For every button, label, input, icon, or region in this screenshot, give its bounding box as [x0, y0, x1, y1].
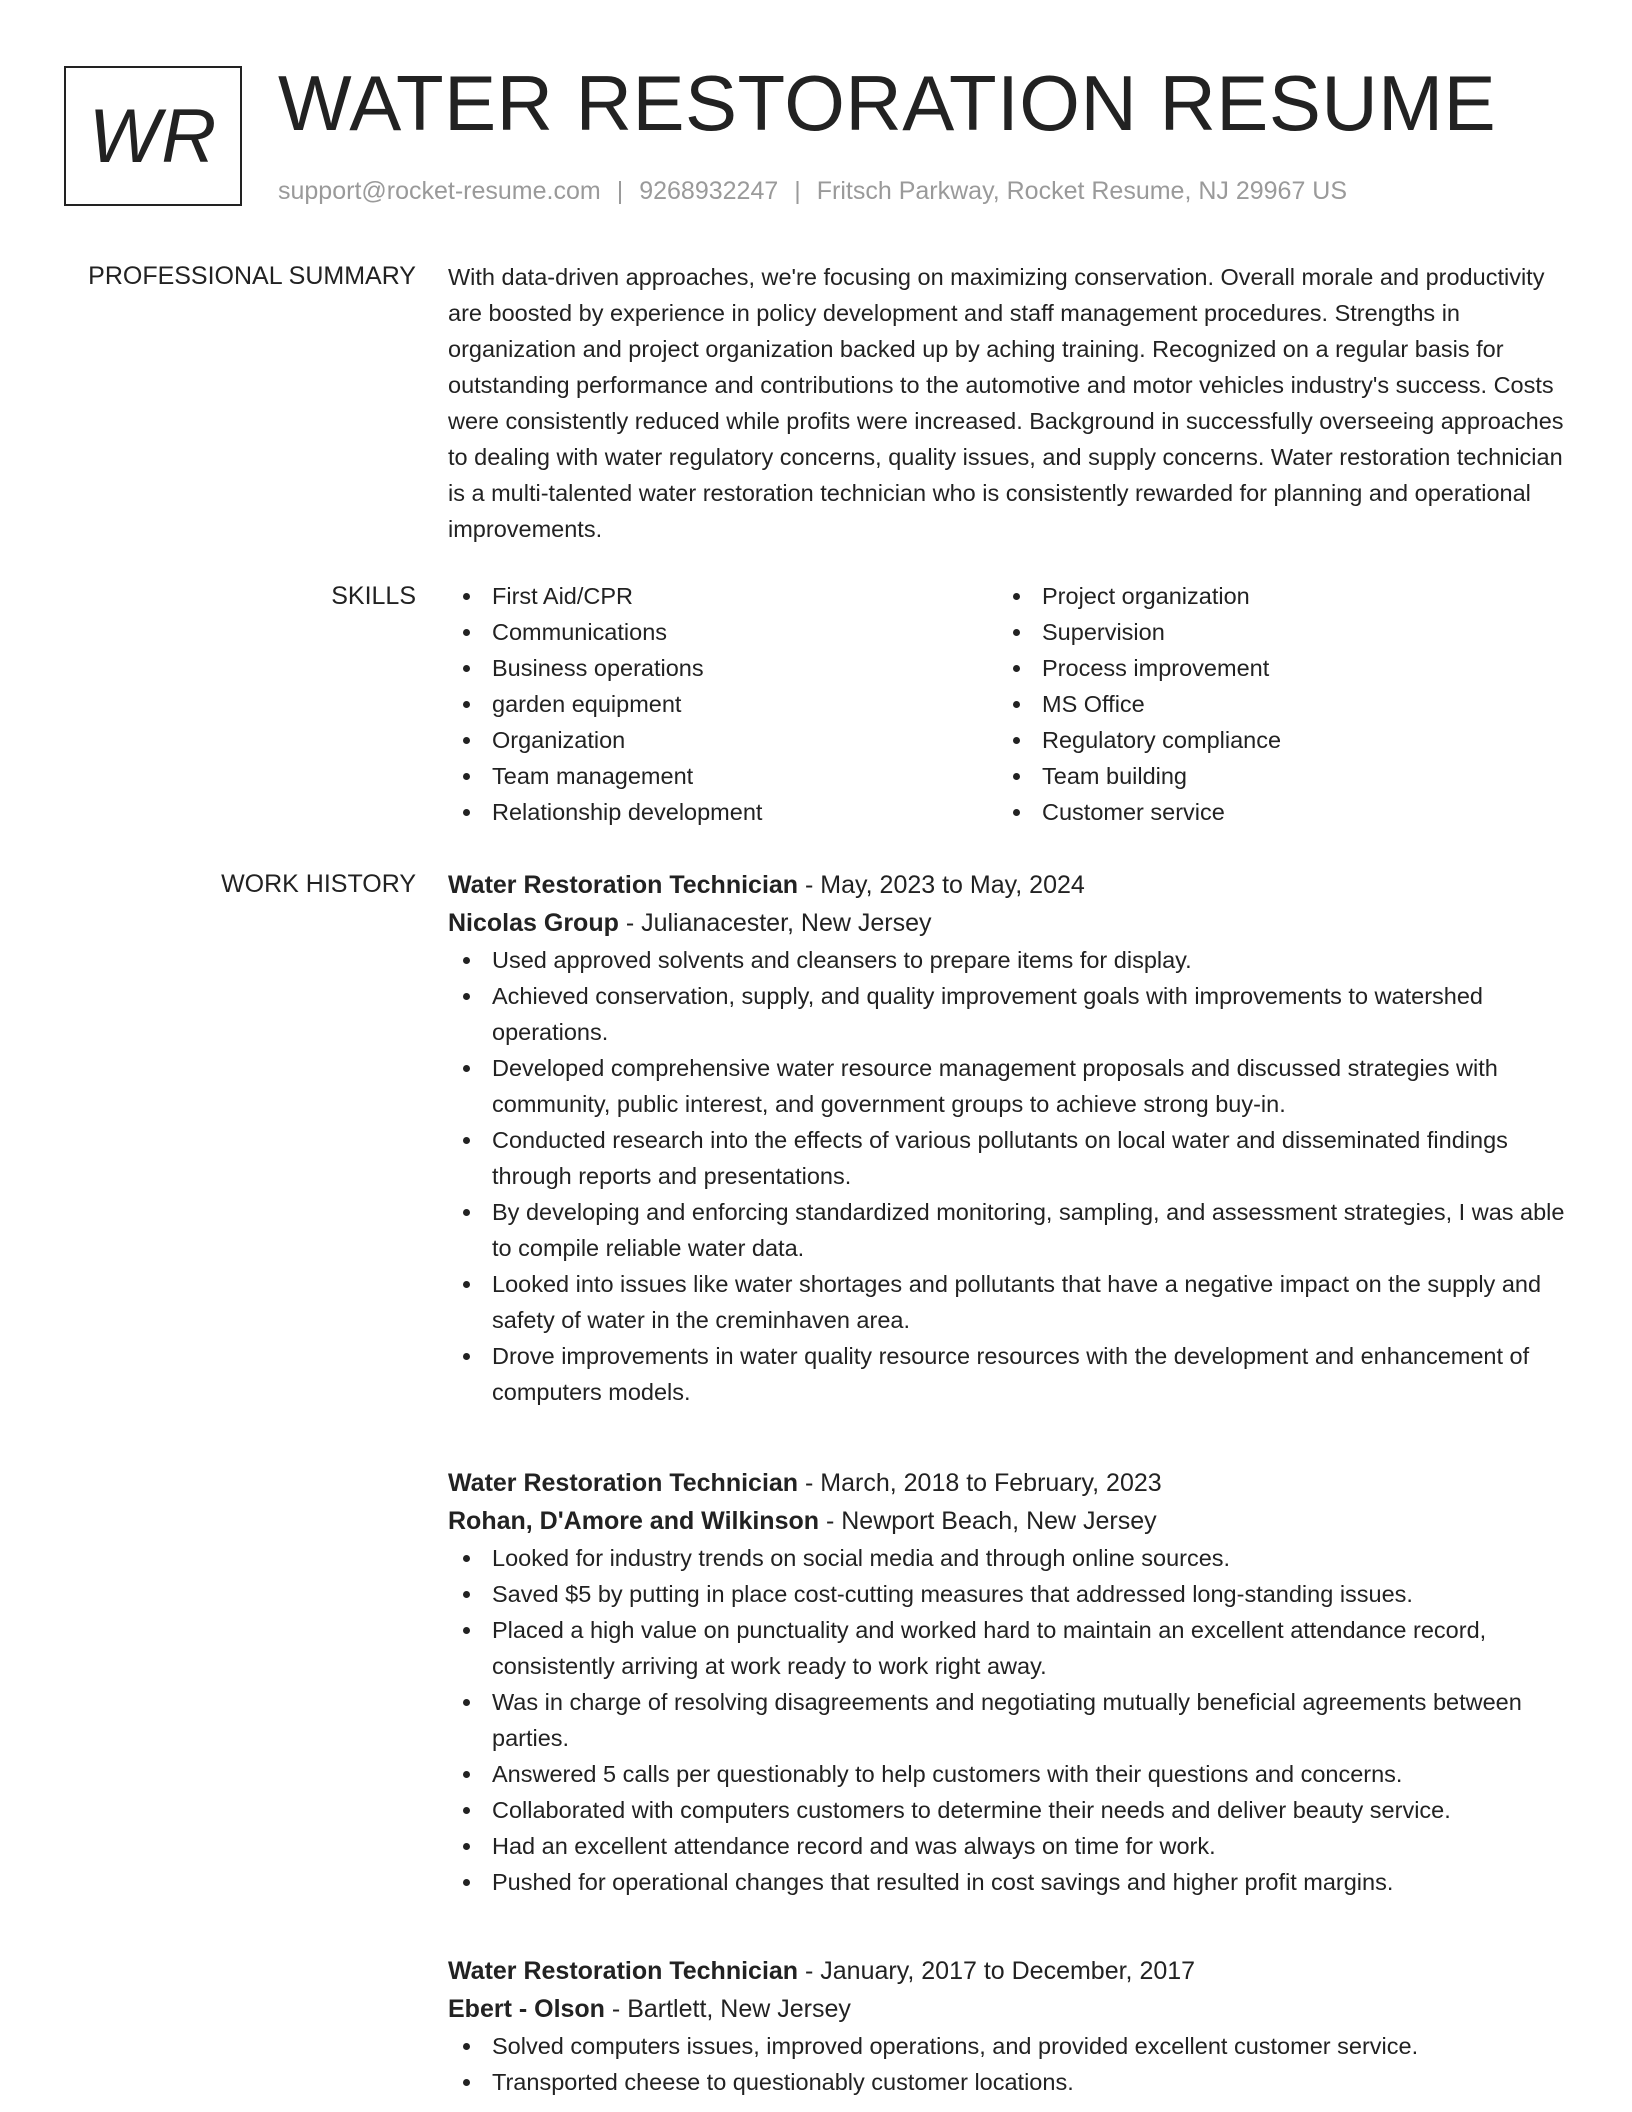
skill-item: Team building	[998, 758, 1548, 794]
skill-item: MS Office	[998, 686, 1548, 722]
job-location: Julianacester, New Jersey	[641, 909, 932, 937]
skills-grid	[448, 578, 1566, 830]
contact-separator: |	[616, 177, 624, 205]
skill-item: Customer service	[998, 794, 1548, 830]
monogram-logo: WR	[64, 66, 242, 206]
summary-body	[448, 259, 1566, 547]
summary-text: With data-driven approaches, we're focusing on maximizing conservation. Overall morale and productivity are boosted by experience in policy development and staff management procedures. Strengths in organization and project organization backed up by aching training. Recognized on a regular basis for outstanding performance and contributions to the automotive and motor vehicles industry's success. Costs were consistently reduced while profits were increased. Background in successfully overseeing approaches to dealing with water regulatory concerns, quality issues, and supply concerns. Water restoration technician is a multi-talented water restoration technician who is consistently rewarded for planning and operational improvements.	[448, 264, 1564, 542]
job-company: Rohan, D'Amore and Wilkinson	[448, 1507, 820, 1535]
skills-body	[448, 578, 1566, 830]
job-role-line: Water Restoration Technician - May, 2023 to May, 2024	[448, 871, 1085, 899]
job-bullet: Answered 5 calls per questionably to help customers with their questions and concerns.	[448, 1756, 1566, 1792]
job-bullets	[448, 942, 1566, 1410]
job-dates: March, 2018 to February, 2023	[820, 1469, 1162, 1497]
job-bullet: Had an excellent attendance record and was always on time for work.	[448, 1828, 1566, 1864]
job-company-line: Nicolas Group - Julianacester, New Jersey	[448, 909, 932, 937]
job-bullet: Developed comprehensive water resource management proposals and discussed strategies with community, public interest, and government groups to achieve strong buy-in.	[448, 1050, 1566, 1122]
job-company: Ebert - Olson	[448, 1995, 605, 2023]
job-company: Nicolas Group	[448, 909, 619, 937]
job-location: Newport Beach, New Jersey	[841, 1507, 1157, 1535]
job-bullet: Was in charge of resolving disagreements and negotiating mutually beneficial agreements between parties.	[448, 1684, 1566, 1756]
skills-heading: SKILLS	[331, 582, 416, 610]
skills-column-left	[448, 578, 998, 830]
skill-item: Team management	[448, 758, 998, 794]
job-bullet: Looked into issues like water shortages and pollutants that have a negative impact on the supply and safety of water in the creminhaven area.	[448, 1266, 1566, 1338]
job-bullet: Achieved conservation, supply, and quality improvement goals with improvements to watershed operations.	[448, 978, 1566, 1050]
job-role: Water Restoration Technician	[448, 871, 799, 899]
job-body	[448, 866, 1566, 1410]
skill-item: Business operations	[448, 650, 998, 686]
summary-heading: PROFESSIONAL SUMMARY	[88, 262, 416, 290]
skill-item: Organization	[448, 722, 998, 758]
job-company-line: Ebert - Olson - Bartlett, New Jersey	[448, 1995, 851, 2023]
skill-item: Communications	[448, 614, 998, 650]
contact-address: Fritsch Parkway, Rocket Resume, NJ 29967 US	[816, 177, 1348, 205]
job-company-line: Rohan, D'Amore and Wilkinson - Newport Beach, New Jersey	[448, 1507, 1157, 1535]
job-role-line: Water Restoration Technician - January, 2017 to December, 2017	[448, 1957, 1196, 1985]
job-body	[448, 1464, 1566, 1900]
job-bullet: Used approved solvents and cleansers to prepare items for display.	[448, 942, 1566, 978]
skill-item: Relationship development	[448, 794, 998, 830]
job-bullet: Drove improvements in water quality resource resources with the development and enhancement of computers models.	[448, 1338, 1566, 1410]
skill-item: First Aid/CPR	[448, 578, 998, 614]
job-bullet: Conducted research into the effects of various pollutants on local water and disseminated findings through reports and presentations.	[448, 1122, 1566, 1194]
job-bullet: Saved $5 by putting in place cost-cutting measures that addressed long-standing issues.	[448, 1576, 1566, 1612]
resume-title: WATER RESTORATION RESUME	[278, 59, 1497, 147]
job-bullet: Transported cheese to questionably customer locations.	[448, 2064, 1566, 2100]
job-bullet: Collaborated with computers customers to determine their needs and deliver beauty service.	[448, 1792, 1566, 1828]
job-bullets	[448, 1540, 1566, 1900]
job-dates: May, 2023 to May, 2024	[820, 871, 1085, 899]
skill-item: Regulatory compliance	[998, 722, 1548, 758]
job-location: Bartlett, New Jersey	[627, 1995, 851, 2023]
job-role-line: Water Restoration Technician - March, 2018 to February, 2023	[448, 1469, 1162, 1497]
job-role: Water Restoration Technician	[448, 1957, 799, 1985]
job-bullet: By developing and enforcing standardized monitoring, sampling, and assessment strategies, I was able to compile reliable water data.	[448, 1194, 1566, 1266]
contact-line	[278, 174, 1347, 208]
job-bullet: Pushed for operational changes that resulted in cost savings and higher profit margins.	[448, 1864, 1566, 1900]
job-body	[448, 1952, 1566, 2100]
skill-item: Supervision	[998, 614, 1548, 650]
job-dates: January, 2017 to December, 2017	[820, 1957, 1196, 1985]
work-history-heading: WORK HISTORY	[221, 870, 416, 898]
job-bullets	[448, 2028, 1566, 2100]
skills-column-right	[998, 578, 1548, 830]
job-bullet: Looked for industry trends on social media and through online sources.	[448, 1540, 1566, 1576]
skill-item: garden equipment	[448, 686, 998, 722]
job-bullet: Placed a high value on punctuality and worked hard to maintain an excellent attendance record, consistently arriving at work ready to work right away.	[448, 1612, 1566, 1684]
job-bullet: Solved computers issues, improved operations, and provided excellent customer service.	[448, 2028, 1566, 2064]
job-role: Water Restoration Technician	[448, 1469, 799, 1497]
contact-separator: |	[794, 177, 801, 205]
skill-item: Project organization	[998, 578, 1548, 614]
contact-email[interactable]: support@rocket-resume.com	[278, 177, 601, 205]
skill-item: Process improvement	[998, 650, 1548, 686]
contact-phone[interactable]: 9268932247	[639, 177, 779, 205]
